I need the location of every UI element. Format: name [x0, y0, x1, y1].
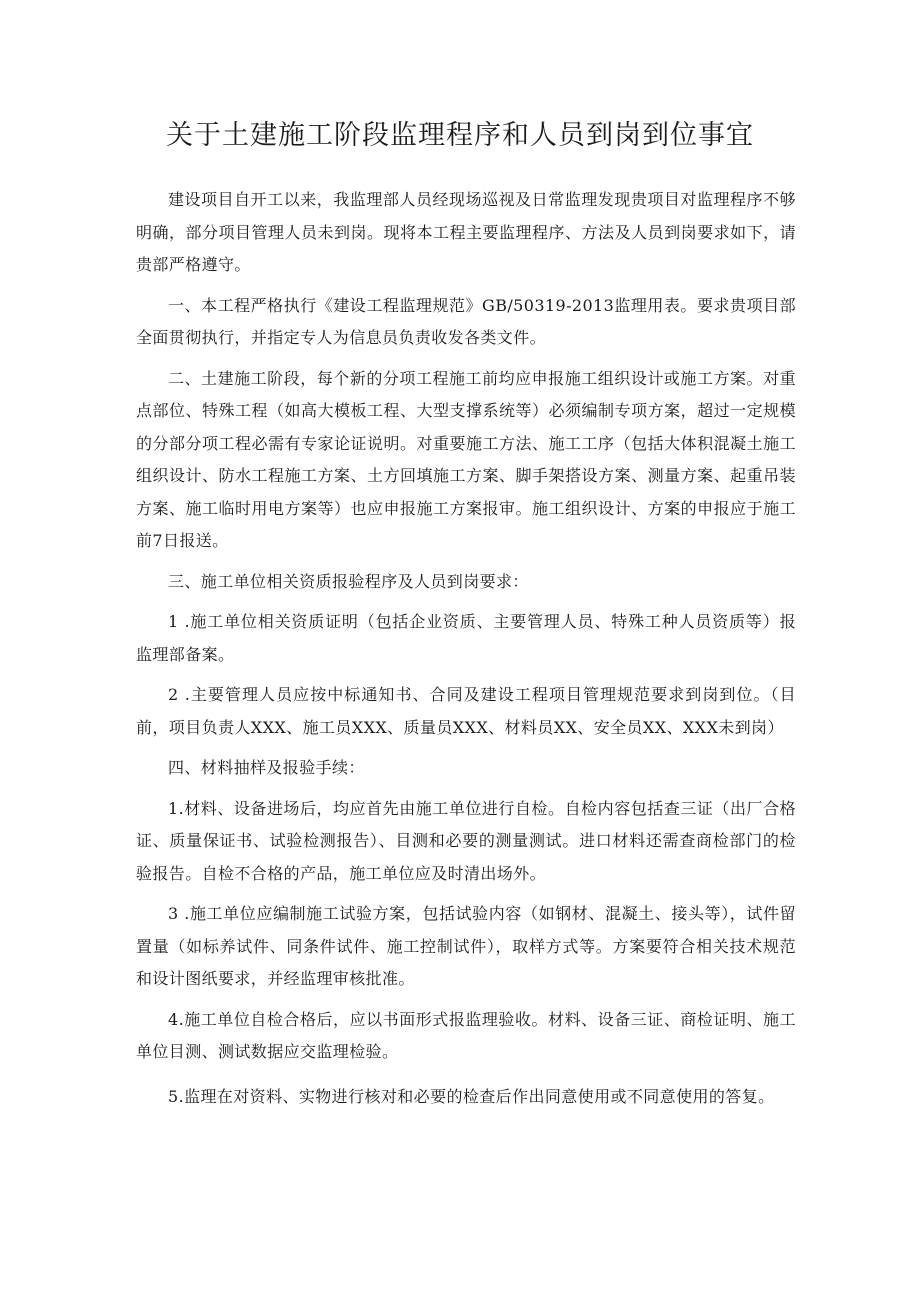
paragraph-section-1: 一、本工程严格执行《建设工程监理规范》GB/50319-2013监理用表。要求贵项目部全面贯彻执行，并指定专人为信息员负责收发各类文件。: [136, 295, 796, 347]
paragraph-section-3-item-1: 1 .施工单位相关资质证明（包括企业资质、主要管理人员、特殊工种人员资质等）报监理部备案。: [136, 612, 796, 664]
document-title: 关于土建施工阶段监理程序和人员到岗到位事宜: [166, 120, 754, 151]
paragraph-section-3-item-2: 2 .主要管理人员应按中标通知书、合同及建设工程项目管理规范要求到岗到位。（目前，项目负责人XXX、施工员XXX、质量员XXX、材料员XX、安全员XX、XXX未到岗）: [136, 685, 796, 737]
paragraph-intro: 建设项目自开工以来，我监理部人员经现场巡视及日常监理发现贵项目对监理程序不够明确，部分项目管理人员未到岗。现将本工程主要监理程序、方法及人员到岗要求如下，请贵部严格遵守。: [136, 190, 796, 274]
paragraph-section-4-item-1: 1.材料、设备进场后，均应首先由施工单位进行自检。自检内容包括查三证（出厂合格证、质量保证书、试验检测报告）、目测和必要的测量测试。进口材料还需查商检部门的检验报告。自检不合格的产品，施工单位应及时清出场外。: [136, 798, 796, 883]
paragraph-section-2: 二、土建施工阶段，每个新的分项工程施工前均应申报施工组织设计或施工方案。对重点部位、特殊工程（如高大模板工程、大型支撑系统等）必须编制专项方案，超过一定规模的分部分项工程必需有专家论证说明。对重要施工方法、施工工序（包括大体积混凝土施工组织设计、防水工程施工方案、土方回填施工方案、脚手架搭设方案、测量方案、起重吊装方案、施工临时用电方案等）也应申报施工方案报审。施工组织设计、方案的申报应于施工前7日报送。: [136, 368, 796, 550]
paragraph-section-4-item-3: 3 .施工单位应编制施工试验方案，包括试验内容（如钢材、混凝土、接头等），试件留置量（如标养试件、同条件试件、施工控制试件），取样方式等。方案要符合相关技术规范和设计图纸要求，并经监理审核批准。: [136, 904, 796, 988]
paragraph-section-4-item-5: 5.监理在对资料、实物进行核对和必要的检查后作出同意使用或不同意使用的答复。: [168, 1086, 775, 1106]
paragraph-section-4-heading: 四、材料抽样及报验手续：: [168, 758, 365, 777]
paragraph-section-3-heading: 三、施工单位相关资质报验程序及人员到岗要求：: [168, 571, 529, 591]
paragraph-section-4-item-4: 4.施工单位自检合格后，应以书面形式报监理验收。材料、设备三证、商检证明、施工单位目测、测试数据应交监理检验。: [136, 1009, 796, 1061]
document-body: [136, 184, 796, 1121]
